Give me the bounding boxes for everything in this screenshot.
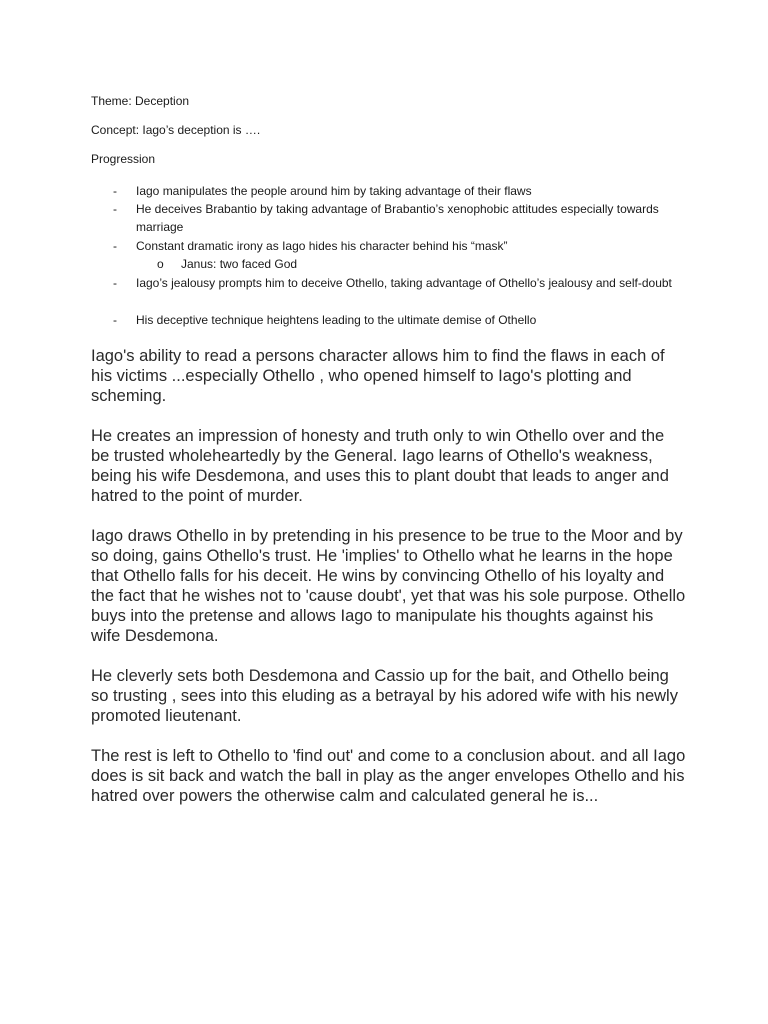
dash-marker: - <box>113 202 117 216</box>
essay-paragraph: Iago's ability to read a persons character allows him to find the flaws in each of his victims ...especially Othello , who opened himself to Iago's plotting and scheming. <box>91 347 665 405</box>
essay-section <box>91 346 686 826</box>
sub-list-item-text: Janus: two faced God <box>181 257 298 271</box>
theme-heading: Theme: Deception <box>91 94 190 108</box>
essay-paragraph: He cleverly sets both Desdemona and Cassio up for the bait, and Othello being so trusting , sees into this eluding as a betrayal by his adored wife with his newly promoted lieutenant. <box>91 667 678 725</box>
list-item-text: Constant dramatic irony as Iago hides his character behind his “mask” <box>136 239 508 253</box>
list-item-text: His deceptive technique heightens leading to the ultimate demise of Othello <box>136 313 537 327</box>
list-item-text: Iago’s jealousy prompts him to deceive Othello, taking advantage of Othello’s jealousy and self-doubt <box>136 276 672 290</box>
essay-paragraph: Iago draws Othello in by pretending in his presence to be true to the Moor and by so doing, gains Othello's trust. He 'implies' to Othello what he learns in the hope that Othello falls for his deceit. He wins by convincing Othello of his loyalty and the fact that he wishes not to 'cause doubt', yet that was his sole purpose. Othello buys into the pretense and allows Iago to manipulate his thoughts against his wife Desdemona. <box>91 527 686 645</box>
essay-paragraph: He creates an impression of honesty and truth only to win Othello over and the be trusted wholeheartedly by the General. Iago learns of Othello's weakness, being his wife Desdemona, and uses this to plant doubt that leads to anger and hatred to the point of murder. <box>91 427 669 505</box>
essay-paragraph: The rest is left to Othello to 'find out' and come to a conclusion about. and all Iago does is sit back and watch the ball in play as the anger envelopes Othello and his hatred over powers the otherwise calm and calculated general he is... <box>91 747 686 805</box>
list-item-text: He deceives Brabantio by taking advantage of Brabantio’s xenophobic attitudes especially towards marriage <box>136 202 659 234</box>
list-item-text: Iago manipulates the people around him by taking advantage of their flaws <box>136 184 532 198</box>
progression-heading: Progression <box>91 152 156 166</box>
concept-heading: Concept: Iago’s deception is …. <box>91 123 261 137</box>
circle-marker: o <box>157 257 164 271</box>
dash-marker: - <box>113 276 117 290</box>
dash-marker: - <box>113 184 117 198</box>
dash-marker: - <box>113 239 117 253</box>
dash-marker: - <box>113 313 117 327</box>
